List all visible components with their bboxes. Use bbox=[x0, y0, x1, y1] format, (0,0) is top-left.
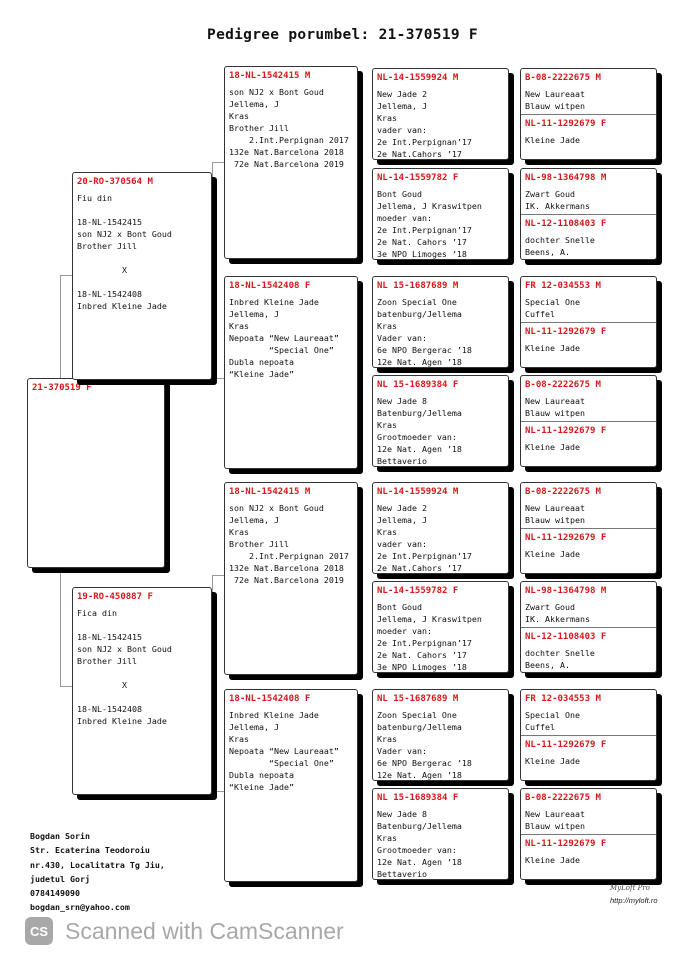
ring-number: NL 15-1687689 M bbox=[377, 281, 459, 291]
pedigree-line: Zoon Special One bbox=[377, 710, 457, 720]
sire-section bbox=[521, 277, 656, 320]
ring-number: NL-12-1108403 F bbox=[525, 632, 607, 642]
pedigree-line: moeder van: bbox=[377, 213, 432, 223]
pedigree-line: Grootmoeder van: bbox=[377, 845, 457, 855]
owner-county: judetul Gorj bbox=[30, 873, 90, 884]
pedigree-line: 2e Nat.Cahors ’17 bbox=[377, 149, 462, 159]
pedigree-line: “Special One” bbox=[229, 345, 334, 355]
pedigree-line: Fica din bbox=[77, 608, 117, 618]
pedigree-line: 2e Int.Perpignan’17 bbox=[377, 225, 472, 235]
pedigree-line: 2.Int.Perpignan 2017 bbox=[229, 135, 349, 145]
pedigree-line: 72e Nat.Barcelona 2019 bbox=[229, 575, 344, 585]
great-great-grandparent-card bbox=[520, 276, 657, 368]
pigeon-ring: 21-370519 F bbox=[32, 383, 92, 393]
great-grandparent-card bbox=[372, 581, 509, 673]
pedigree-line bbox=[77, 276, 211, 288]
pedigree-lines bbox=[521, 750, 656, 767]
ring-number: B-08-2222675 M bbox=[525, 793, 601, 803]
ring-number: NL-14-1559782 F bbox=[377, 586, 459, 596]
pedigree-lines bbox=[373, 596, 508, 673]
pedigree-line bbox=[77, 667, 211, 679]
dam-section bbox=[521, 628, 656, 672]
pedigree-line: Beens, A. bbox=[525, 247, 570, 257]
pedigree-line: Blauw witpen bbox=[525, 515, 585, 525]
sire-section bbox=[521, 69, 656, 112]
great-great-grandparent-card bbox=[520, 68, 657, 160]
pedigree-line: 132e Nat.Barcelona 2018 bbox=[229, 147, 344, 157]
ring-number: NL-14-1559924 M bbox=[377, 487, 459, 497]
pedigree-line: 6e NPO Bergerac ’18 bbox=[377, 345, 472, 355]
pedigree-line: X bbox=[77, 265, 127, 275]
ring-number: NL 15-1687689 M bbox=[377, 694, 459, 704]
pedigree-line: son NJ2 x Bont Goud bbox=[229, 503, 324, 513]
pedigree-line: Kras bbox=[229, 527, 249, 537]
pedigree-line: Inbred Kleine Jade bbox=[229, 297, 319, 307]
pedigree-line: son NJ2 x Bont Goud bbox=[77, 229, 172, 239]
pedigree-line: Zoon Special One bbox=[377, 297, 457, 307]
camscanner-watermark bbox=[25, 916, 344, 946]
pedigree-line: Kras bbox=[229, 734, 249, 744]
pedigree-lines bbox=[521, 642, 656, 671]
pedigree-lines bbox=[373, 390, 508, 467]
pedigree-line: Inbred Kleine Jade bbox=[229, 710, 319, 720]
pedigree-line: Cuffel bbox=[525, 722, 555, 732]
grandparent-card bbox=[224, 276, 358, 469]
pedigree-lines bbox=[521, 596, 656, 625]
great-grandparent-card bbox=[372, 482, 509, 574]
pedigree-line: New Jade 2 bbox=[377, 89, 427, 99]
pedigree-lines bbox=[521, 803, 656, 832]
pedigree-line: Dubla nepoata bbox=[229, 357, 294, 367]
pedigree-line: Kras bbox=[377, 420, 397, 430]
ring-number: NL 15-1689384 F bbox=[377, 380, 459, 390]
pedigree-line: Blauw witpen bbox=[525, 821, 585, 831]
pedigree-line: Kras bbox=[229, 321, 249, 331]
owner-name: Bogdan Sorin bbox=[30, 831, 90, 841]
pedigree-line: Bettaverio bbox=[377, 869, 427, 879]
pedigree-lines bbox=[225, 704, 357, 793]
pedigree-line: Kras bbox=[377, 527, 397, 537]
great-grandparent-card bbox=[372, 689, 509, 781]
pedigree-line: New Jade 2 bbox=[377, 503, 427, 513]
camscanner-icon: CS bbox=[25, 917, 53, 945]
pedigree-line: Special One bbox=[525, 710, 580, 720]
pigeon-card bbox=[27, 378, 165, 568]
pedigree-line: batenburg/Jellema bbox=[377, 722, 462, 732]
pedigree-line: dochter Snelle bbox=[525, 648, 595, 658]
ring-number: NL-11-1292679 F bbox=[525, 119, 607, 129]
sire-card bbox=[72, 172, 212, 380]
great-grandparent-card bbox=[372, 276, 509, 368]
pedigree-line: New Jade 8 bbox=[377, 809, 427, 819]
pedigree-line: “Special One” bbox=[229, 758, 334, 768]
ring-number: NL-11-1292679 F bbox=[525, 839, 607, 849]
owner-street: Str. Ecaterina Teodoroiu bbox=[30, 845, 150, 856]
pedigree-line: 18-NL-1542415 bbox=[77, 632, 142, 642]
pedigree-line: Jellema, J bbox=[377, 101, 427, 111]
pedigree-line: Nepoata “New Laureaat” bbox=[229, 746, 339, 756]
ring-number: B-08-2222675 M bbox=[525, 380, 601, 390]
pedigree-line: 2e Int.Perpignan’17 bbox=[377, 638, 472, 648]
pedigree-line: Jellema, J bbox=[229, 722, 279, 732]
pedigree-line: Kleine Jade bbox=[525, 343, 580, 353]
pedigree-line: Bettaverio bbox=[377, 456, 427, 466]
sire-section bbox=[521, 690, 656, 733]
ring-number: 18-NL-1542415 M bbox=[229, 71, 311, 81]
dam-section bbox=[521, 529, 656, 573]
pedigree-line: vader van: bbox=[377, 539, 427, 549]
sire-section bbox=[521, 789, 656, 832]
owner-locality: nr.430, Localitatra Tg Jiu, bbox=[30, 859, 165, 870]
pedigree-line bbox=[77, 252, 211, 264]
owner-phone: 0784149090 bbox=[30, 888, 80, 899]
pedigree-line: Kras bbox=[377, 113, 397, 123]
pedigree-line: New Laureaat bbox=[525, 809, 585, 819]
pedigree-line: Special One bbox=[525, 297, 580, 307]
pedigree-lines bbox=[373, 83, 508, 160]
great-great-grandparent-card bbox=[520, 482, 657, 574]
pedigree-line bbox=[77, 691, 211, 703]
pedigree-line bbox=[77, 619, 211, 631]
ring-number: NL-14-1559782 F bbox=[377, 173, 459, 183]
pedigree-lines bbox=[373, 291, 508, 368]
camscanner-text: Scanned with CamScanner bbox=[65, 917, 344, 944]
ring-number: 18-NL-1542408 F bbox=[229, 281, 311, 291]
pedigree-line: New Laureaat bbox=[525, 396, 585, 406]
pedigree-line: 2e Int.Perpignan’17 bbox=[377, 551, 472, 561]
pedigree-line: 3e NPO Limoges ’18 bbox=[377, 662, 467, 672]
pedigree-line: Kras bbox=[377, 321, 397, 331]
pedigree-lines bbox=[521, 436, 656, 453]
owner-info bbox=[30, 829, 165, 915]
pedigree-lines bbox=[373, 803, 508, 880]
pedigree-line: Jellema, J bbox=[229, 309, 279, 319]
great-grandparent-card bbox=[372, 168, 509, 260]
pedigree-line: Cuffel bbox=[525, 309, 555, 319]
ring-number: FR 12-034553 M bbox=[525, 694, 601, 704]
pedigree-lines bbox=[73, 187, 211, 312]
pedigree-line: “Kleine Jade” bbox=[229, 782, 294, 792]
grandparent-card bbox=[224, 66, 358, 259]
pedigree-line: “Kleine Jade” bbox=[229, 369, 294, 379]
pedigree-lines bbox=[521, 183, 656, 212]
pedigree-line: Bont Goud bbox=[377, 602, 422, 612]
pedigree-line: Dubla nepoata bbox=[229, 770, 294, 780]
pedigree-line: Zwart Goud bbox=[525, 602, 575, 612]
pedigree-line: 3e NPO Limoges ’18 bbox=[377, 249, 467, 259]
loft-url: http://myloft.ro bbox=[610, 896, 658, 905]
ring-number: NL-14-1559924 M bbox=[377, 73, 459, 83]
pedigree-line: New Laureaat bbox=[525, 503, 585, 513]
pedigree-line: 18-NL-1542408 bbox=[77, 289, 142, 299]
ring-number: NL-11-1292679 F bbox=[525, 533, 607, 543]
pedigree-line: Batenburg/Jellema bbox=[377, 821, 462, 831]
ring-number: 18-NL-1542408 F bbox=[229, 694, 311, 704]
pedigree-line: New Laureaat bbox=[525, 89, 585, 99]
pedigree-line: 2e Nat. Cahors ’17 bbox=[377, 650, 467, 660]
pedigree-line: Jellema, J Kraswitpen bbox=[377, 201, 482, 211]
sire-section bbox=[521, 169, 656, 212]
great-great-grandparent-card bbox=[520, 168, 657, 260]
pedigree-line: 72e Nat.Barcelona 2019 bbox=[229, 159, 344, 169]
pedigree-line: IK. Akkermans bbox=[525, 614, 590, 624]
pedigree-lines bbox=[521, 497, 656, 526]
ring-number: NL 15-1689384 F bbox=[377, 793, 459, 803]
pedigree-line: 2e Nat. Cahors ’17 bbox=[377, 237, 467, 247]
ring-number: NL-12-1108403 F bbox=[525, 219, 607, 229]
ring-number: B-08-2222675 M bbox=[525, 487, 601, 497]
pedigree-line: Vader van: bbox=[377, 746, 427, 756]
pedigree-lines bbox=[373, 704, 508, 781]
ring-number: 20-RO-370564 M bbox=[77, 177, 153, 187]
pedigree-line: Batenburg/Jellema bbox=[377, 408, 462, 418]
owner-email: bogdan_srn@yahoo.com bbox=[30, 902, 130, 913]
ring-number: 18-NL-1542415 M bbox=[229, 487, 311, 497]
ring-number: FR 12-034553 M bbox=[525, 281, 601, 291]
pedigree-line: 2e Nat.Cahors ’17 bbox=[377, 563, 462, 573]
pedigree-line: 12e Nat. Agen ’18 bbox=[377, 770, 462, 780]
pedigree-line: son NJ2 x Bont Goud bbox=[77, 644, 172, 654]
pedigree-line: Beens, A. bbox=[525, 660, 570, 670]
pedigree-lines bbox=[373, 183, 508, 260]
ring-number: NL-98-1364798 M bbox=[525, 586, 607, 596]
page-title: Pedigree porumbel: 21-370519 F bbox=[207, 27, 478, 43]
pedigree-line: Kleine Jade bbox=[525, 756, 580, 766]
pedigree-line: son NJ2 x Bont Goud bbox=[229, 87, 324, 97]
pedigree-lines bbox=[521, 704, 656, 733]
pedigree-line: Brother Jill bbox=[77, 241, 137, 251]
ring-number: 19-RO-450887 F bbox=[77, 592, 153, 602]
ring-number: NL-11-1292679 F bbox=[525, 426, 607, 436]
pedigree-line: New Jade 8 bbox=[377, 396, 427, 406]
pedigree-lines bbox=[521, 129, 656, 146]
pedigree-line: Zwart Goud bbox=[525, 189, 575, 199]
pedigree-line: Kras bbox=[377, 734, 397, 744]
pedigree-line: Jellema, J bbox=[229, 99, 279, 109]
pedigree-line: Inbred Kleine Jade bbox=[77, 301, 167, 311]
pedigree-line: 12e Nat. Agen ’18 bbox=[377, 357, 462, 367]
pedigree-lines bbox=[225, 81, 357, 170]
dam-section bbox=[521, 422, 656, 466]
pedigree-line: X bbox=[77, 680, 127, 690]
pedigree-lines bbox=[521, 229, 656, 258]
dam-section bbox=[521, 323, 656, 367]
sire-section bbox=[521, 376, 656, 419]
pedigree-line: Kleine Jade bbox=[525, 549, 580, 559]
pedigree-lines bbox=[73, 602, 211, 727]
pedigree-lines bbox=[521, 390, 656, 419]
pedigree-line: 2e Int.Perpignan’17 bbox=[377, 137, 472, 147]
pedigree-lines bbox=[521, 337, 656, 354]
pedigree-lines bbox=[521, 849, 656, 866]
pedigree-line: Bont Goud bbox=[377, 189, 422, 199]
pedigree-line: moeder van: bbox=[377, 626, 432, 636]
pedigree-line: Jellema, J bbox=[229, 515, 279, 525]
pedigree-line: Blauw witpen bbox=[525, 101, 585, 111]
pedigree-line: Brother Jill bbox=[229, 123, 289, 133]
pedigree-line: Kleine Jade bbox=[525, 135, 580, 145]
pedigree-lines bbox=[225, 497, 357, 586]
pedigree-line: Jellema, J Kraswitpen bbox=[377, 614, 482, 624]
pedigree-line: Kleine Jade bbox=[525, 442, 580, 452]
pedigree-line: Blauw witpen bbox=[525, 408, 585, 418]
pedigree-line: 18-NL-1542408 bbox=[77, 704, 142, 714]
sire-section bbox=[521, 483, 656, 526]
pedigree-lines bbox=[225, 291, 357, 380]
pedigree-line: 12e Nat. Agen ’18 bbox=[377, 857, 462, 867]
pedigree-line: Grootmoeder van: bbox=[377, 432, 457, 442]
ring-number: B-08-2222675 M bbox=[525, 73, 601, 83]
loft-signature-logo: MyLoft Pro bbox=[610, 884, 650, 892]
pedigree-line: vader van: bbox=[377, 125, 427, 135]
pedigree-lines bbox=[521, 291, 656, 320]
great-grandparent-card bbox=[372, 68, 509, 160]
dam-card bbox=[72, 587, 212, 795]
pedigree-lines bbox=[373, 497, 508, 574]
pedigree-line: dochter Snelle bbox=[525, 235, 595, 245]
dam-section bbox=[521, 215, 656, 259]
pedigree-line: batenburg/Jellema bbox=[377, 309, 462, 319]
grandparent-card bbox=[224, 482, 358, 675]
pedigree-line: Kras bbox=[229, 111, 249, 121]
pedigree-line: Brother Jill bbox=[77, 656, 137, 666]
pedigree-line: 12e Nat. Agen ’18 bbox=[377, 444, 462, 454]
great-great-grandparent-card bbox=[520, 375, 657, 467]
pedigree-line: Fiu din bbox=[77, 193, 112, 203]
great-grandparent-card bbox=[372, 788, 509, 880]
great-great-grandparent-card bbox=[520, 788, 657, 880]
pedigree-lines bbox=[521, 83, 656, 112]
great-great-grandparent-card bbox=[520, 689, 657, 781]
pedigree-line: 18-NL-1542415 bbox=[77, 217, 142, 227]
ring-number: NL-11-1292679 F bbox=[525, 327, 607, 337]
pedigree-line bbox=[77, 204, 211, 216]
great-grandparent-card bbox=[372, 375, 509, 467]
ring-number: NL-98-1364798 M bbox=[525, 173, 607, 183]
dam-section bbox=[521, 115, 656, 159]
pedigree-line: Nepoata “New Laureaat” bbox=[229, 333, 339, 343]
pedigree-line: 2.Int.Perpignan 2017 bbox=[229, 551, 349, 561]
pedigree-line: Jellema, J bbox=[377, 515, 427, 525]
pedigree-line: Kleine Jade bbox=[525, 855, 580, 865]
great-great-grandparent-card bbox=[520, 581, 657, 673]
dam-section bbox=[521, 736, 656, 780]
pedigree-line: Kras bbox=[377, 833, 397, 843]
grandparent-card bbox=[224, 689, 358, 882]
ring-number: NL-11-1292679 F bbox=[525, 740, 607, 750]
dam-section bbox=[521, 835, 656, 879]
pedigree-lines bbox=[521, 543, 656, 560]
pedigree-line: 132e Nat.Barcelona 2018 bbox=[229, 563, 344, 573]
pedigree-line: Vader van: bbox=[377, 333, 427, 343]
pedigree-line: Brother Jill bbox=[229, 539, 289, 549]
pedigree-line: Inbred Kleine Jade bbox=[77, 716, 167, 726]
pedigree-line: IK. Akkermans bbox=[525, 201, 590, 211]
pedigree-line: 6e NPO Bergerac ’18 bbox=[377, 758, 472, 768]
sire-section bbox=[521, 582, 656, 625]
